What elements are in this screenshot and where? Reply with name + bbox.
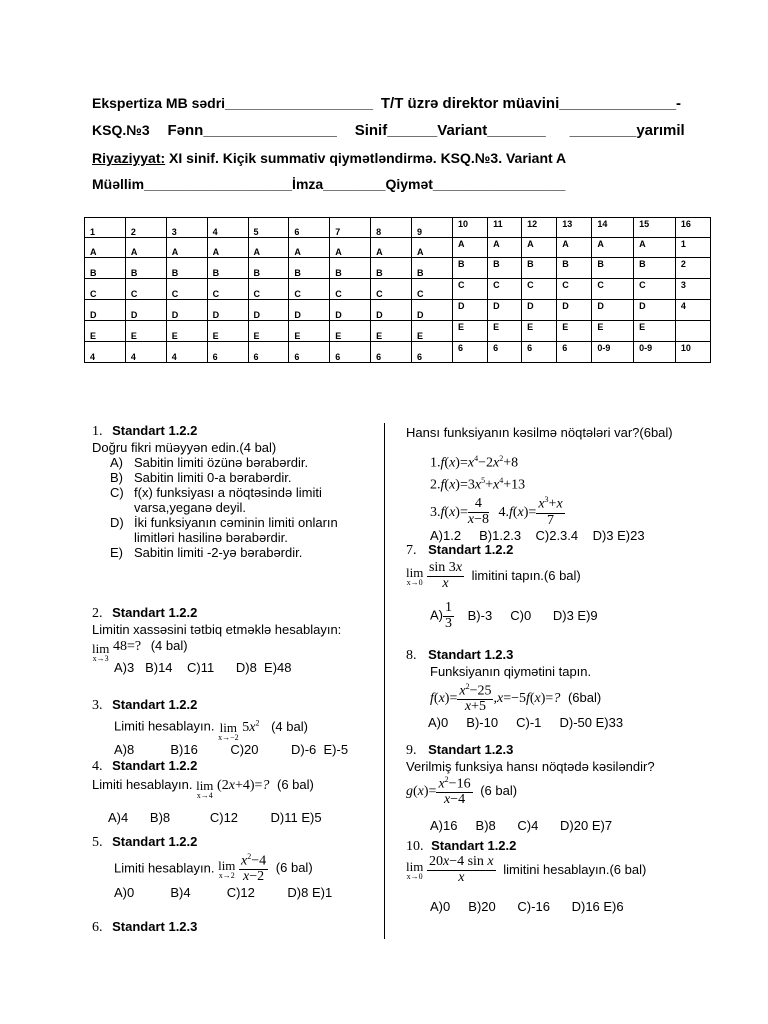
answer-cell: 1 <box>85 218 126 238</box>
answer-cell: D <box>453 300 488 321</box>
limit-expression: lim x→0 <box>406 564 424 587</box>
answer-cell: A <box>453 238 488 258</box>
answer-cell: E <box>85 321 126 342</box>
option-item: C) f(x) funksiyası a nöqtəsində limiti <box>110 485 322 500</box>
answer-table-row <box>85 258 453 279</box>
answer-cell: E <box>592 321 634 342</box>
answer-table-row <box>453 321 711 342</box>
limit-function: $\frac{x^2-4}{x-2}$ <box>241 852 267 885</box>
option-item: varsa,yeganə deyil. <box>134 500 247 515</box>
answer-cell: D <box>289 300 330 321</box>
teacher-signature-grade-line: Müəllim___________________İmza________Qiymət_________________ <box>92 176 566 192</box>
question-prompt: Hansı funksiyanın kəsilmə nöqtələri var?(6bal) <box>406 425 673 440</box>
function-expression: g(x)= $\frac{x^2-16}{x-4}$ <box>406 775 471 808</box>
limit-function: $5x^2$ <box>242 718 260 735</box>
limit-function: (2x+4)=? <box>217 778 270 793</box>
answer-cell: B <box>522 258 557 279</box>
answer-cell: 14 <box>592 218 634 238</box>
question-prompt: Verilmiş funksiya hansı nöqtədə kəsiləndir? <box>406 759 655 774</box>
answer-cell: B <box>248 258 289 279</box>
answer-table-row <box>85 342 453 363</box>
answer-options: A) $\frac{1}{3}$ B)-3 C)0 D)3 E)9 <box>430 600 598 632</box>
answer-cell: E <box>207 321 248 342</box>
answer-table-row <box>453 300 711 321</box>
answer-cell: E <box>330 321 371 342</box>
answer-cell: D <box>522 300 557 321</box>
semester-field: ________yarımil <box>569 122 685 139</box>
answer-cell: D <box>488 300 522 321</box>
answer-cell: A <box>522 238 557 258</box>
answer-cell: B <box>371 258 412 279</box>
question-number: 7. <box>406 543 417 558</box>
standard-label: Standart 1.2.3 <box>428 742 514 757</box>
answer-cell: E <box>412 321 453 342</box>
answer-cell: E <box>125 321 166 342</box>
answer-cell: D <box>166 300 207 321</box>
header-line-2 <box>92 122 685 139</box>
standard-label: Standart 1.2.2 <box>112 605 198 620</box>
question-number: 10. <box>406 839 424 854</box>
answer-table-row <box>453 258 711 279</box>
question-number: 2. <box>92 606 103 621</box>
answer-cell: E <box>248 321 289 342</box>
answer-options: A)0 B)4 C)12 D)8 E)1 <box>114 885 333 901</box>
answer-options: A)16 B)8 C)4 D)20 E)7 <box>430 818 613 834</box>
answer-cell: C <box>488 279 522 300</box>
answer-options: A)1.2 B)1.2.3 C)2.3.4 D)3 E)23 <box>430 528 645 544</box>
question-6-heading <box>92 919 197 936</box>
answer-table-right <box>452 217 711 363</box>
answer-cell: 6 <box>330 342 371 363</box>
answer-cell: A <box>330 238 371 258</box>
question-3 <box>92 697 348 757</box>
answer-cell: B <box>412 258 453 279</box>
answer-cell: 6 <box>557 342 592 363</box>
answer-cell: A <box>412 238 453 258</box>
answer-cell: C <box>289 279 330 300</box>
question-1 <box>92 423 338 560</box>
answer-options: A)4 B)8 C)12 D)11 E)5 <box>108 810 322 826</box>
limit-expression: lim x→−2 <box>218 719 239 742</box>
answer-cell: B <box>289 258 330 279</box>
function-list <box>430 450 673 528</box>
answer-cell: C <box>634 279 676 300</box>
function-2: $2.f(x)=3x^5+x^4+13$ <box>430 475 526 493</box>
answer-cell: 10 <box>453 218 488 238</box>
answer-cell: B <box>125 258 166 279</box>
answer-cell: 9 <box>412 218 453 238</box>
answer-cell: A <box>166 238 207 258</box>
option-item: D) İki funksiyanın cəminin limiti onların <box>110 515 338 530</box>
question-6-body <box>406 425 673 543</box>
answer-cell: E <box>453 321 488 342</box>
answer-cell: D <box>592 300 634 321</box>
points: (6 bal) <box>277 777 314 792</box>
header-line-3 <box>92 150 566 166</box>
question-prompt: Doğru fikri müəyyən edin.(4 bal) <box>92 440 277 455</box>
answer-cell: A <box>634 238 676 258</box>
answer-cell: D <box>330 300 371 321</box>
function-3: 3.f(x)= $\frac{4}{x-8}$ <box>430 496 489 527</box>
header-line-1 <box>92 95 681 112</box>
answer-table-row <box>453 218 711 238</box>
answer-cell: 6 <box>289 342 330 363</box>
answer-cell: E <box>289 321 330 342</box>
function-1: $1.f(x)=x^4-2x^2+8$ <box>430 454 519 471</box>
option-item: B) Sabitin limiti 0-a bərabərdir. <box>110 470 292 485</box>
standard-label: Standart 1.2.2 <box>112 697 198 712</box>
answer-cell: E <box>371 321 412 342</box>
question-number: 5. <box>92 835 103 850</box>
answer-cell: 8 <box>371 218 412 238</box>
deputy-director-field: T/T üzrə direktor müavini______________- <box>380 95 682 112</box>
answer-cell: C <box>207 279 248 300</box>
answer-cell: A <box>371 238 412 258</box>
answer-cell: E <box>488 321 522 342</box>
answer-options: A)8 B)16 C)20 D)-6 E)-5 <box>114 741 349 757</box>
answer-cell: 6 <box>412 342 453 363</box>
answer-cell: B <box>453 258 488 279</box>
answer-cell: 3 <box>675 279 710 300</box>
answer-cell: 4 <box>85 342 126 363</box>
answer-cell: B <box>166 258 207 279</box>
points: (4 bal) <box>150 638 188 653</box>
answer-cell: D <box>125 300 166 321</box>
answer-cell <box>675 321 710 342</box>
answer-cell: A <box>488 238 522 258</box>
answer-cell: 6 <box>207 342 248 363</box>
limit-function: $\frac{\text{20x−4 sin x}}{x}$ <box>428 854 494 885</box>
answer-cell: C <box>330 279 371 300</box>
column-divider <box>384 423 385 939</box>
question-9 <box>406 742 655 833</box>
answer-cell: 1 <box>675 238 710 258</box>
answer-cell: A <box>207 238 248 258</box>
answer-cell: 2 <box>125 218 166 238</box>
answer-cell: D <box>248 300 289 321</box>
question-7 <box>406 542 598 632</box>
answer-cell: B <box>488 258 522 279</box>
question-prompt: Funksiyanın qiymətini tapın. <box>430 664 592 679</box>
answer-table-row <box>453 279 711 300</box>
option-item: A) Sabitin limiti özünə bərabərdir. <box>110 455 309 470</box>
limit-expression: lim x→0 <box>406 858 424 881</box>
function-expression: f(x)= $\frac{x^2-25}{x+5}$ ,x=−5f(x)=? <box>430 682 561 715</box>
question-8 <box>406 647 623 730</box>
answer-cell: D <box>412 300 453 321</box>
answer-cell: C <box>166 279 207 300</box>
answer-cell: 4 <box>125 342 166 363</box>
limit-expression: lim x→4 <box>196 778 214 801</box>
points: (4 bal) <box>271 718 308 734</box>
answer-cell: 0-9 <box>634 342 676 363</box>
subject-field: Fənn________________ <box>167 122 337 139</box>
question-number: 4. <box>92 759 103 774</box>
answer-cell: C <box>125 279 166 300</box>
answer-options: A)0 B)20 C)-16 D)16 E)6 <box>430 899 624 915</box>
function-4: 4.f(x)= $\frac{x^3+x}{7}$ <box>498 495 563 528</box>
question-5 <box>92 834 332 900</box>
answer-cell: E <box>557 321 592 342</box>
answer-cell: E <box>634 321 676 342</box>
answer-cell: 16 <box>675 218 710 238</box>
answer-cell: 4 <box>675 300 710 321</box>
answer-table-row <box>453 238 711 258</box>
question-prompt: Limiti hesablayın. <box>114 718 215 734</box>
answer-cell: 2 <box>675 258 710 279</box>
points: (6 bal) <box>275 860 313 876</box>
standard-label: Standart 1.2.3 <box>428 647 514 662</box>
limit-function: 48=? <box>112 639 142 654</box>
answer-cell: 6 <box>248 342 289 363</box>
answer-cell: 4 <box>207 218 248 238</box>
answer-cell: 15 <box>634 218 676 238</box>
answer-cell: 6 <box>522 342 557 363</box>
question-prompt: limitini hesablayın.(6 bal) <box>503 861 647 877</box>
answer-cell: 4 <box>166 342 207 363</box>
answer-cell: A <box>592 238 634 258</box>
standard-label: Standart 1.2.2 <box>112 758 198 773</box>
answer-cell: D <box>634 300 676 321</box>
standard-label: Standart 1.2.2 <box>431 838 517 853</box>
question-prompt: Limiti hesablayın. <box>92 777 193 792</box>
question-number: 3. <box>92 698 103 713</box>
option-item: E) Sabitin limiti -2-yə bərabərdir. <box>110 545 303 560</box>
answer-cell: 6 <box>371 342 412 363</box>
answer-cell: C <box>592 279 634 300</box>
expert-chair-field: Ekspertiza MB sədri___________________ <box>92 95 373 111</box>
class-variant-field: Sinif______Variant_______ <box>354 122 546 139</box>
answer-cell: A <box>125 238 166 258</box>
limit-function: $\frac{\sin 3x}{x}$ <box>428 560 463 591</box>
answer-cell: E <box>166 321 207 342</box>
answer-cell: 11 <box>488 218 522 238</box>
answer-cell: C <box>412 279 453 300</box>
answer-cell: B <box>330 258 371 279</box>
answer-cell: D <box>207 300 248 321</box>
answer-cell: B <box>207 258 248 279</box>
answer-table-row <box>85 238 453 258</box>
answer-options: A)0 B)-10 C)-1 D)-50 E)33 <box>428 715 624 731</box>
question-4 <box>92 758 322 825</box>
answer-cell: D <box>371 300 412 321</box>
standard-label: Standart 1.2.3 <box>112 919 198 934</box>
answer-cell: D <box>85 300 126 321</box>
answer-cell: 3 <box>166 218 207 238</box>
ksq-label: KSQ.№3 <box>92 122 150 138</box>
answer-cell: C <box>248 279 289 300</box>
answer-cell: C <box>371 279 412 300</box>
answer-cell: B <box>592 258 634 279</box>
answer-cell: 12 <box>522 218 557 238</box>
answer-cell: 7 <box>330 218 371 238</box>
answer-table-left <box>84 217 453 363</box>
limit-expression: lim x→2 <box>218 857 236 880</box>
test-description: XI sinif. Kiçik summativ qiymətləndirmə. KSQ.№3. Variant A <box>165 150 567 166</box>
question-prompt: Limitin xassəsini tətbiq etməklə hesablayın: <box>92 622 342 637</box>
answer-cell: 10 <box>675 342 710 363</box>
subject-name: Riyaziyyat: <box>92 150 166 166</box>
answer-table-row <box>85 218 453 238</box>
answer-cell: D <box>557 300 592 321</box>
question-2 <box>92 605 341 675</box>
answer-cell: C <box>85 279 126 300</box>
question-prompt: limitini tapın.(6 bal) <box>471 567 581 583</box>
question-number: 9. <box>406 743 417 758</box>
question-number: 8. <box>406 648 417 663</box>
answer-cell: C <box>453 279 488 300</box>
answer-table-row <box>453 342 711 363</box>
answer-cell: 6 <box>289 218 330 238</box>
answer-cell: C <box>557 279 592 300</box>
answer-cell: 6 <box>453 342 488 363</box>
answer-cell: C <box>522 279 557 300</box>
option-item: limitləri hasilinə bərabərdir. <box>134 530 288 545</box>
answer-cell: A <box>557 238 592 258</box>
question-number: 1. <box>92 424 103 439</box>
options-list <box>110 455 338 560</box>
question-number: 6. <box>92 920 103 935</box>
answer-table-row <box>85 279 453 300</box>
standard-label: Standart 1.2.2 <box>428 542 514 557</box>
standard-label: Standart 1.2.2 <box>112 423 198 438</box>
answer-cell: A <box>248 238 289 258</box>
points: (6 bal) <box>480 783 518 799</box>
question-10 <box>406 838 646 914</box>
answer-cell: A <box>85 238 126 258</box>
answer-cell: 13 <box>557 218 592 238</box>
answer-cell: B <box>634 258 676 279</box>
answer-cell: 6 <box>488 342 522 363</box>
answer-cell: A <box>289 238 330 258</box>
answer-cell: B <box>557 258 592 279</box>
answer-cell: 0-9 <box>592 342 634 363</box>
standard-label: Standart 1.2.2 <box>112 834 198 849</box>
points: (6bal) <box>567 690 602 706</box>
answer-cell: 5 <box>248 218 289 238</box>
answer-options: A)3 B)14 C)11 D)8 E)48 <box>114 660 292 676</box>
answer-cell: B <box>85 258 126 279</box>
limit-expression: lim x→3 <box>92 641 110 664</box>
answer-table-row <box>85 300 453 321</box>
answer-table-row <box>85 321 453 342</box>
answer-cell: E <box>522 321 557 342</box>
question-prompt: Limiti hesablayın. <box>114 860 215 876</box>
